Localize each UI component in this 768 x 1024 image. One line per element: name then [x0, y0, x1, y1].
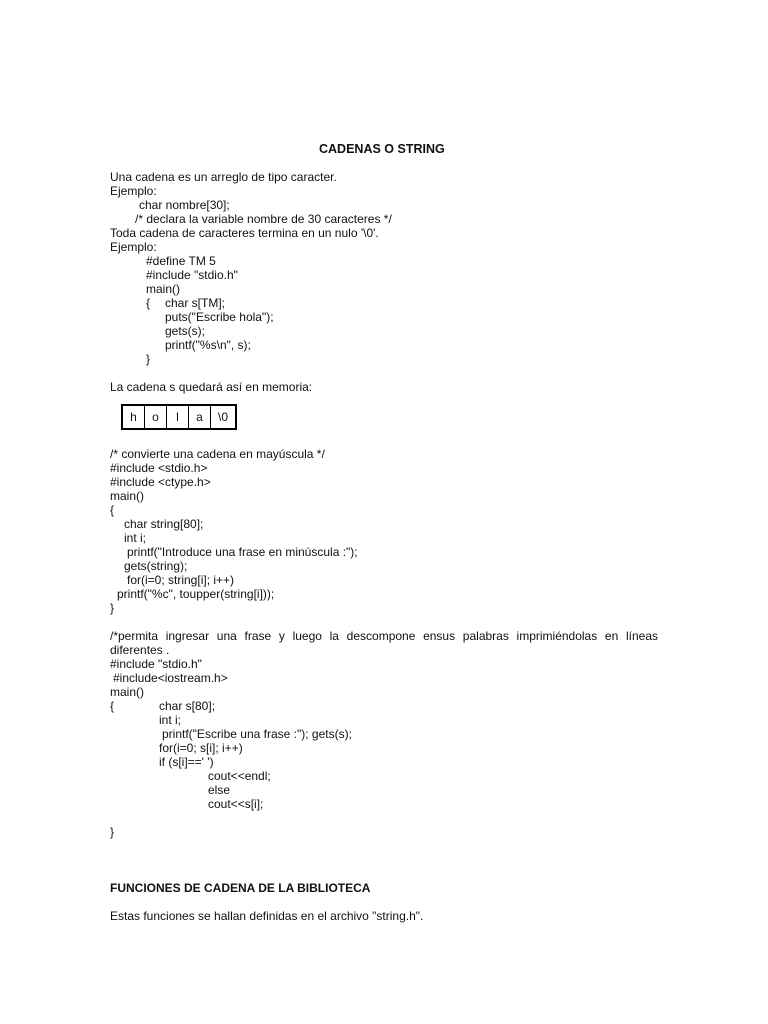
code-line: cout<<endl;: [208, 769, 271, 783]
code-line: {: [146, 296, 151, 310]
code-line: #include <stdio.h>: [110, 461, 208, 475]
code-line: int i;: [159, 713, 182, 727]
memory-cell: h: [122, 405, 145, 429]
code-comment: diferentes .: [110, 643, 170, 657]
code-line: for(i=0; s[i]; i++): [159, 741, 243, 755]
memory-cell: o: [145, 405, 167, 429]
code-line: int i;: [124, 531, 147, 545]
memory-caption: La cadena s quedará así en memoria:: [110, 380, 313, 394]
code-line: char s[80];: [159, 699, 216, 713]
code-line: char string[80];: [124, 517, 204, 531]
code-line: gets(string);: [124, 559, 188, 573]
code-line: main(): [110, 685, 145, 699]
intro-line: Toda cadena de caracteres termina en un nulo '\0'.: [110, 226, 379, 240]
intro-line: Una cadena es un arreglo de tipo caracter.: [110, 170, 337, 184]
memory-cell: a: [189, 405, 211, 429]
code-line: {: [110, 699, 115, 713]
code-comment: /*permita ingresar una frase y luego la descompone ensus palabras imprimiéndolas en líneas: [110, 629, 658, 643]
code-line: char s[TM];: [165, 296, 226, 310]
ejemplo-label: Ejemplo:: [110, 184, 157, 198]
code-line: puts("Escribe hola");: [165, 310, 274, 324]
page-title: CADENAS O STRING: [319, 142, 445, 156]
code-comment: /* convierte una cadena en mayúscula */: [110, 447, 325, 461]
code-line: gets(s);: [165, 324, 206, 338]
code-line: #include<iostream.h>: [113, 671, 228, 685]
code-line: }: [146, 352, 151, 366]
code-line: }: [110, 601, 115, 615]
code-line: printf("Introduce una frase en minúscula :");: [127, 545, 358, 559]
code-line: if (s[i]==' '): [159, 755, 214, 769]
memory-cell: \0: [211, 405, 237, 429]
code-line: #include <ctype.h>: [110, 475, 211, 489]
section-heading: FUNCIONES DE CADENA DE LA BIBLIOTECA: [110, 881, 371, 895]
section-text: Estas funciones se hallan definidas en el archivo "string.h".: [110, 909, 424, 923]
code-line: for(i=0; string[i]; i++): [127, 573, 235, 587]
code-line: #include "stdio.h": [110, 657, 202, 671]
memory-cell: l: [167, 405, 189, 429]
code-line: main(): [110, 489, 145, 503]
code-line: printf("Escribe una frase :"); gets(s);: [162, 727, 352, 741]
code-line: char nombre[30];: [139, 198, 230, 212]
code-line: else: [208, 783, 231, 797]
code-line: #include "stdio.h": [146, 268, 238, 282]
memory-diagram: [121, 404, 237, 430]
code-comment: /* declara la variable nombre de 30 caracteres */: [135, 212, 392, 226]
code-line: cout<<s[i];: [208, 797, 264, 811]
code-line: printf("%c", toupper(string[i]));: [117, 587, 275, 601]
code-line: {: [110, 503, 115, 517]
code-line: }: [110, 825, 115, 839]
code-line: printf("%s\n", s);: [165, 338, 251, 352]
code-line: #define TM 5: [146, 254, 216, 268]
ejemplo-label: Ejemplo:: [110, 240, 157, 254]
code-line: main(): [146, 282, 181, 296]
